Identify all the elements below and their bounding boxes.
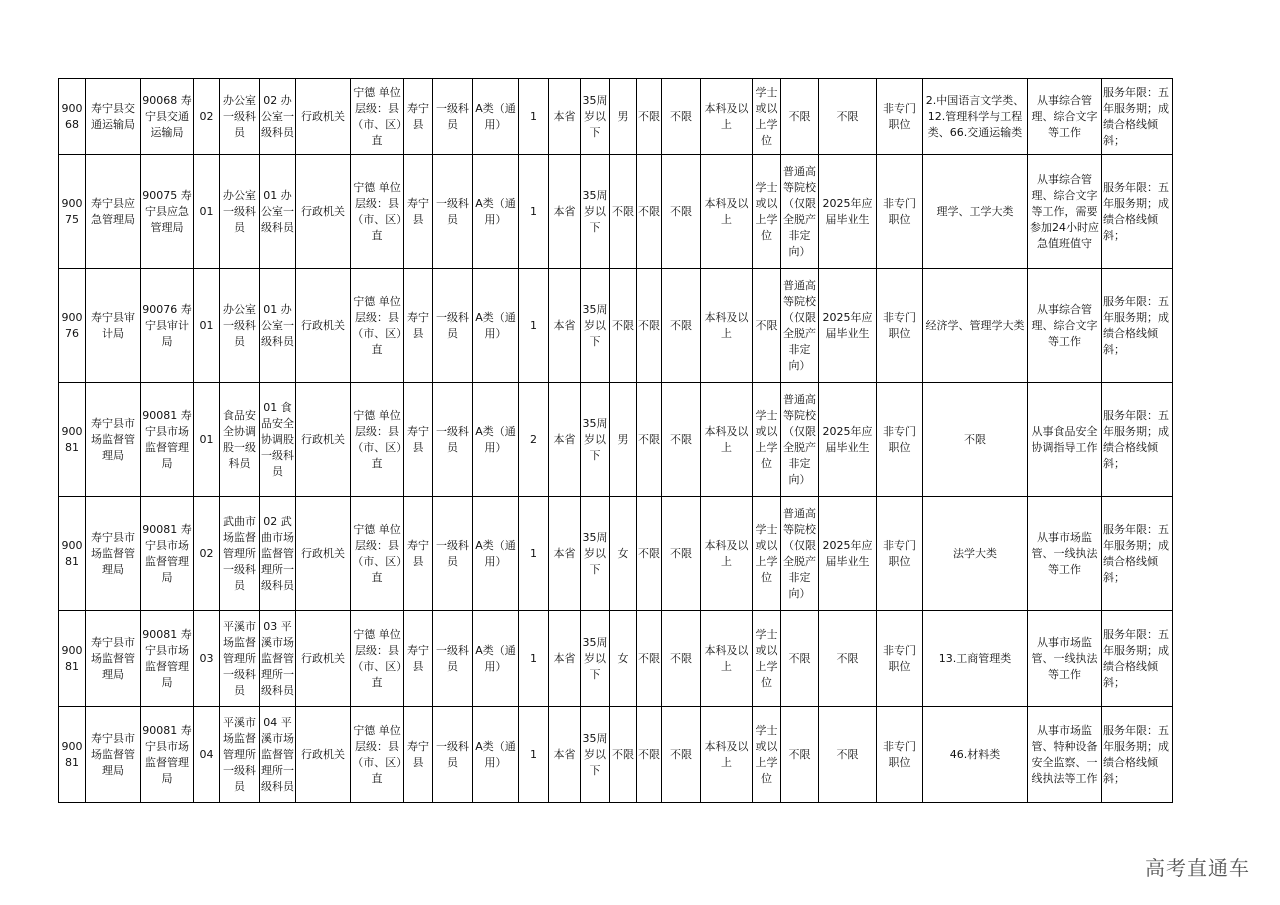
table-row [59,707,1173,803]
position-seq-cell: 01 [194,155,220,269]
county-cell: 寿宁县 [404,155,433,269]
level-cell: 宁德 单位层级：县（市、区）直 [351,497,404,611]
graduate-cell: 不限 [819,79,877,155]
political-cell: 不限 [662,79,701,155]
origin-cell: 本省 [549,497,581,611]
code-cell: 90076 [59,269,86,383]
political-cell: 不限 [662,155,701,269]
org-type-cell: 行政机关 [296,611,351,707]
category-cell: A类（通用） [473,707,519,803]
school-cell: 不限 [781,79,819,155]
duty-cell: 从事综合管理、综合文字等工作，需要参加24小时应急值班值守 [1028,155,1102,269]
major-cell: 法学大类 [923,497,1028,611]
note-cell: 服务年限：五年服务期；成绩合格线倾斜； [1102,497,1173,611]
table-row [59,155,1173,269]
code-cell: 90081 [59,497,86,611]
origin-cell: 本省 [549,611,581,707]
department-cell: 寿宁县市场监督管理局 [86,497,141,611]
degree-cell: 不限 [753,269,781,383]
graduate-cell: 不限 [819,707,877,803]
gender-cell: 不限 [610,155,637,269]
category-cell: A类（通用） [473,79,519,155]
level-cell: 宁德 单位层级：县（市、区）直 [351,707,404,803]
position-cell: 03 平溪市场监督管理所一级科员 [260,611,296,707]
position-cell: 04 平溪市场监督管理所一级科员 [260,707,296,803]
table-row [59,611,1173,707]
level-cell: 宁德 单位层级：县（市、区）直 [351,383,404,497]
office-cell: 办公室一级科员 [220,79,260,155]
rank-cell: 一级科员 [433,707,473,803]
gender-cell: 女 [610,611,637,707]
school-cell: 普通高等院校（仅限全脱产非定向） [781,383,819,497]
county-cell: 寿宁县 [404,611,433,707]
category-cell: A类（通用） [473,269,519,383]
education-cell: 本科及以上 [701,79,753,155]
unit-cell: 90068 寿宁县交通运输局 [141,79,194,155]
code-cell: 90075 [59,155,86,269]
school-cell: 不限 [781,707,819,803]
school-cell: 普通高等院校（仅限全脱产非定向） [781,497,819,611]
degree-cell: 学士或以上学位 [753,79,781,155]
code-cell: 90081 [59,611,86,707]
county-cell: 寿宁县 [404,497,433,611]
political-cell: 不限 [662,707,701,803]
unit-cell: 90081 寿宁县市场监督管理局 [141,611,194,707]
gender-cell: 女 [610,497,637,611]
office-cell: 平溪市场监督管理所一级科员 [220,611,260,707]
county-cell: 寿宁县 [404,269,433,383]
age-cell: 35周岁以下 [581,383,610,497]
unit-cell: 90081 寿宁县市场监督管理局 [141,497,194,611]
position-seq-cell: 01 [194,269,220,383]
note-cell: 服务年限：五年服务期；成绩合格线倾斜； [1102,79,1173,155]
degree-cell: 学士或以上学位 [753,383,781,497]
rank-cell: 一级科员 [433,155,473,269]
org-type-cell: 行政机关 [296,497,351,611]
age-cell: 35周岁以下 [581,79,610,155]
education-cell: 本科及以上 [701,383,753,497]
special-position-cell: 非专门职位 [877,707,923,803]
level-cell: 宁德 单位层级：县（市、区）直 [351,611,404,707]
note-cell: 服务年限：五年服务期；成绩合格线倾斜； [1102,269,1173,383]
duty-cell: 从事综合管理、综合文字等工作 [1028,79,1102,155]
ethnic-cell: 不限 [637,79,662,155]
org-type-cell: 行政机关 [296,155,351,269]
note-cell: 服务年限：五年服务期；成绩合格线倾斜； [1102,155,1173,269]
note-cell: 服务年限：五年服务期；成绩合格线倾斜； [1102,707,1173,803]
education-cell: 本科及以上 [701,611,753,707]
school-cell: 普通高等院校（仅限全脱产非定向） [781,269,819,383]
watermark: 高考直通车 [1145,856,1250,880]
major-cell: 2.中国语言文学类、12.管理科学与工程类、66.交通运输类 [923,79,1028,155]
ethnic-cell: 不限 [637,707,662,803]
ethnic-cell: 不限 [637,383,662,497]
gender-cell: 男 [610,79,637,155]
county-cell: 寿宁县 [404,79,433,155]
position-seq-cell: 03 [194,611,220,707]
major-cell: 理学、工学大类 [923,155,1028,269]
org-type-cell: 行政机关 [296,383,351,497]
rank-cell: 一级科员 [433,611,473,707]
special-position-cell: 非专门职位 [877,79,923,155]
ethnic-cell: 不限 [637,155,662,269]
position-cell: 01 办公室一级科员 [260,155,296,269]
major-cell: 经济学、管理学大类 [923,269,1028,383]
category-cell: A类（通用） [473,611,519,707]
position-seq-cell: 01 [194,383,220,497]
gender-cell: 不限 [610,707,637,803]
graduate-cell: 不限 [819,611,877,707]
special-position-cell: 非专门职位 [877,269,923,383]
count-cell: 1 [519,497,549,611]
ethnic-cell: 不限 [637,497,662,611]
code-cell: 90081 [59,707,86,803]
count-cell: 1 [519,79,549,155]
office-cell: 武曲市场监督管理所一级科员 [220,497,260,611]
count-cell: 1 [519,707,549,803]
code-cell: 90068 [59,79,86,155]
unit-cell: 90081 寿宁县市场监督管理局 [141,383,194,497]
origin-cell: 本省 [549,155,581,269]
count-cell: 1 [519,155,549,269]
duty-cell: 从事食品安全协调指导工作 [1028,383,1102,497]
graduate-cell: 2025年应届毕业生 [819,383,877,497]
office-cell: 办公室一级科员 [220,269,260,383]
age-cell: 35周岁以下 [581,707,610,803]
position-cell: 01 办公室一级科员 [260,269,296,383]
county-cell: 寿宁县 [404,383,433,497]
education-cell: 本科及以上 [701,155,753,269]
unit-cell: 90081 寿宁县市场监督管理局 [141,707,194,803]
table-row [59,383,1173,497]
position-seq-cell: 04 [194,707,220,803]
school-cell: 普通高等院校（仅限全脱产非定向） [781,155,819,269]
unit-cell: 90075 寿宁县应急管理局 [141,155,194,269]
degree-cell: 学士或以上学位 [753,611,781,707]
department-cell: 寿宁县交通运输局 [86,79,141,155]
political-cell: 不限 [662,269,701,383]
department-cell: 寿宁县审计局 [86,269,141,383]
department-cell: 寿宁县市场监督管理局 [86,611,141,707]
department-cell: 寿宁县市场监督管理局 [86,707,141,803]
level-cell: 宁德 单位层级：县（市、区）直 [351,79,404,155]
origin-cell: 本省 [549,707,581,803]
rank-cell: 一级科员 [433,383,473,497]
count-cell: 1 [519,611,549,707]
special-position-cell: 非专门职位 [877,497,923,611]
gender-cell: 不限 [610,269,637,383]
age-cell: 35周岁以下 [581,269,610,383]
table-row [59,79,1173,155]
major-cell: 不限 [923,383,1028,497]
table-row [59,497,1173,611]
position-cell: 02 武曲市场监督管理所一级科员 [260,497,296,611]
department-cell: 寿宁县应急管理局 [86,155,141,269]
office-cell: 食品安全协调股一级科员 [220,383,260,497]
unit-cell: 90076 寿宁县审计局 [141,269,194,383]
graduate-cell: 2025年应届毕业生 [819,497,877,611]
special-position-cell: 非专门职位 [877,611,923,707]
level-cell: 宁德 单位层级：县（市、区）直 [351,269,404,383]
duty-cell: 从事市场监管、一线执法等工作 [1028,611,1102,707]
political-cell: 不限 [662,611,701,707]
special-position-cell: 非专门职位 [877,155,923,269]
special-position-cell: 非专门职位 [877,383,923,497]
code-cell: 90081 [59,383,86,497]
note-cell: 服务年限：五年服务期；成绩合格线倾斜； [1102,383,1173,497]
political-cell: 不限 [662,383,701,497]
category-cell: A类（通用） [473,383,519,497]
office-cell: 平溪市场监督管理所一级科员 [220,707,260,803]
origin-cell: 本省 [549,269,581,383]
duty-cell: 从事市场监管、一线执法等工作 [1028,497,1102,611]
duty-cell: 从事综合管理、综合文字等工作 [1028,269,1102,383]
education-cell: 本科及以上 [701,269,753,383]
org-type-cell: 行政机关 [296,269,351,383]
table-row [59,269,1173,383]
county-cell: 寿宁县 [404,707,433,803]
graduate-cell: 2025年应届毕业生 [819,269,877,383]
rank-cell: 一级科员 [433,497,473,611]
rank-cell: 一级科员 [433,79,473,155]
age-cell: 35周岁以下 [581,497,610,611]
age-cell: 35周岁以下 [581,611,610,707]
education-cell: 本科及以上 [701,497,753,611]
note-cell: 服务年限：五年服务期；成绩合格线倾斜； [1102,611,1173,707]
count-cell: 1 [519,269,549,383]
category-cell: A类（通用） [473,497,519,611]
position-cell: 02 办公室一级科员 [260,79,296,155]
position-seq-cell: 02 [194,79,220,155]
degree-cell: 学士或以上学位 [753,155,781,269]
duty-cell: 从事市场监管、特种设备安全监察、一线执法等工作 [1028,707,1102,803]
org-type-cell: 行政机关 [296,79,351,155]
position-seq-cell: 02 [194,497,220,611]
count-cell: 2 [519,383,549,497]
degree-cell: 学士或以上学位 [753,497,781,611]
ethnic-cell: 不限 [637,611,662,707]
department-cell: 寿宁县市场监督管理局 [86,383,141,497]
age-cell: 35周岁以下 [581,155,610,269]
level-cell: 宁德 单位层级：县（市、区）直 [351,155,404,269]
category-cell: A类（通用） [473,155,519,269]
org-type-cell: 行政机关 [296,707,351,803]
school-cell: 不限 [781,611,819,707]
origin-cell: 本省 [549,383,581,497]
degree-cell: 学士或以上学位 [753,707,781,803]
political-cell: 不限 [662,497,701,611]
major-cell: 13.工商管理类 [923,611,1028,707]
gender-cell: 男 [610,383,637,497]
major-cell: 46.材料类 [923,707,1028,803]
recruitment-table [58,78,1173,803]
office-cell: 办公室一级科员 [220,155,260,269]
ethnic-cell: 不限 [637,269,662,383]
position-cell: 01 食品安全协调股一级科员 [260,383,296,497]
origin-cell: 本省 [549,79,581,155]
rank-cell: 一级科员 [433,269,473,383]
graduate-cell: 2025年应届毕业生 [819,155,877,269]
education-cell: 本科及以上 [701,707,753,803]
